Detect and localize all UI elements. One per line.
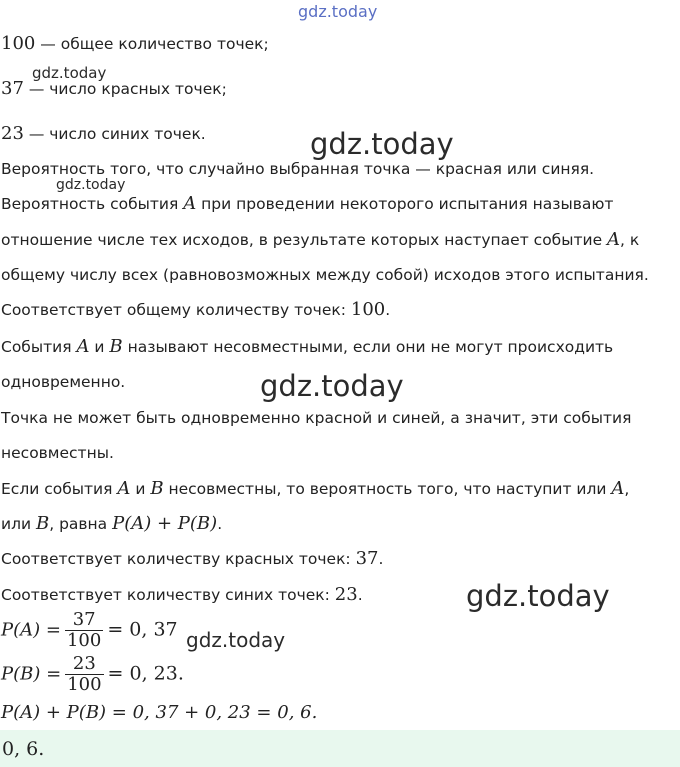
text: , — [624, 480, 630, 498]
formula: P(A) + P(B) — [112, 513, 218, 534]
number: 100 — [350, 299, 386, 320]
equation-sum-text: P(A) + P(B) = 0, 37 + 0, 23 = 0, 6. — [1, 702, 318, 723]
text: Соответствует общему количеству точек: — [1, 301, 351, 319]
fraction — [65, 654, 103, 695]
text-line-reasoning: Точка не может быть одновременно красной и синей, а значит, эти события — [1, 409, 632, 427]
text: . — [385, 301, 391, 319]
text-line-sum-rule — [1, 479, 629, 499]
answer-value: 0, 6. — [2, 738, 45, 760]
watermark: gdz.today — [186, 628, 286, 652]
text: и — [130, 480, 151, 498]
text-line-definition: общему числу всех (равновозможных между собой) исходов этого испытания. — [1, 266, 649, 284]
text-line-reasoning: несовместны. — [1, 444, 114, 462]
number: 23 — [1, 123, 24, 144]
equation-rhs: = 0, 37 — [107, 618, 178, 641]
text: . — [378, 550, 384, 568]
text: Если события — [1, 480, 118, 498]
fraction — [65, 610, 103, 651]
text: Соответствует количеству синих точек: — [1, 586, 335, 604]
equation-rhs: = 0, 23. — [107, 662, 184, 685]
text: при проведении некоторого испытания называют — [196, 195, 614, 213]
variable: A — [76, 336, 90, 357]
text: Вероятность события — [1, 195, 184, 213]
equation-sum — [1, 701, 317, 723]
text: События — [1, 338, 77, 356]
text: Соответствует количеству красных точек: — [1, 550, 356, 568]
number: 23 — [334, 584, 358, 605]
number: 100 — [1, 33, 36, 54]
watermark: gdz.today — [466, 579, 610, 613]
text: или — [1, 515, 36, 533]
text-line-red — [1, 79, 227, 99]
text: , равна — [49, 515, 113, 533]
text-line-definition — [1, 194, 613, 214]
text: и — [89, 338, 110, 356]
text-line-red-count — [1, 549, 383, 569]
watermark: gdz.today — [32, 64, 107, 82]
watermark: gdz.today — [56, 177, 126, 193]
variable: A — [607, 229, 621, 250]
text-line-total — [1, 34, 269, 54]
fraction-numerator: 37 — [72, 609, 96, 630]
text: — число красных точек; — [23, 80, 227, 98]
text: . — [357, 586, 363, 604]
fraction-denominator: 100 — [66, 630, 102, 651]
variable: A — [611, 478, 625, 499]
variable: A — [183, 193, 197, 214]
watermark: gdz.today — [310, 127, 454, 161]
text-line-blue-count — [1, 585, 363, 605]
text-line-total-count — [1, 300, 390, 320]
fraction-numerator: 23 — [72, 653, 96, 674]
text: — общее количество точек; — [35, 35, 269, 53]
watermark-top: gdz.today — [298, 2, 378, 21]
equation-lhs: P(A) = — [1, 619, 61, 641]
text: несовместны, то вероятность того, что наступит или — [163, 480, 612, 498]
fraction-denominator: 100 — [67, 674, 102, 695]
text-line-incompatible-def — [1, 337, 613, 357]
text: отношение числе тех исходов, в результате которых наступает событие — [1, 231, 608, 249]
text-line-sum-rule — [1, 514, 222, 534]
variable: B — [150, 478, 164, 499]
variable: B — [109, 336, 123, 357]
text: называют несовместными, если они не могут происходить — [122, 338, 614, 356]
equation-pa — [1, 610, 178, 651]
text-line-question: Вероятность того, что случайно выбранная точка — красная или синяя. — [1, 160, 595, 178]
text-line-definition — [1, 230, 639, 250]
answer-box — [0, 730, 680, 767]
watermark: gdz.today — [260, 369, 404, 403]
text-line-incompatible-def: одновременно. — [1, 373, 126, 391]
text-line-blue — [1, 124, 206, 144]
equation-lhs: P(B) = — [1, 663, 62, 685]
number: 37 — [355, 548, 379, 569]
equation-pb — [1, 654, 184, 695]
variable: B — [35, 513, 50, 534]
text: . — [217, 515, 223, 533]
text: , к — [620, 231, 640, 249]
variable: A — [117, 478, 131, 499]
text: — число синих точек. — [23, 125, 206, 143]
number: 37 — [1, 78, 24, 99]
